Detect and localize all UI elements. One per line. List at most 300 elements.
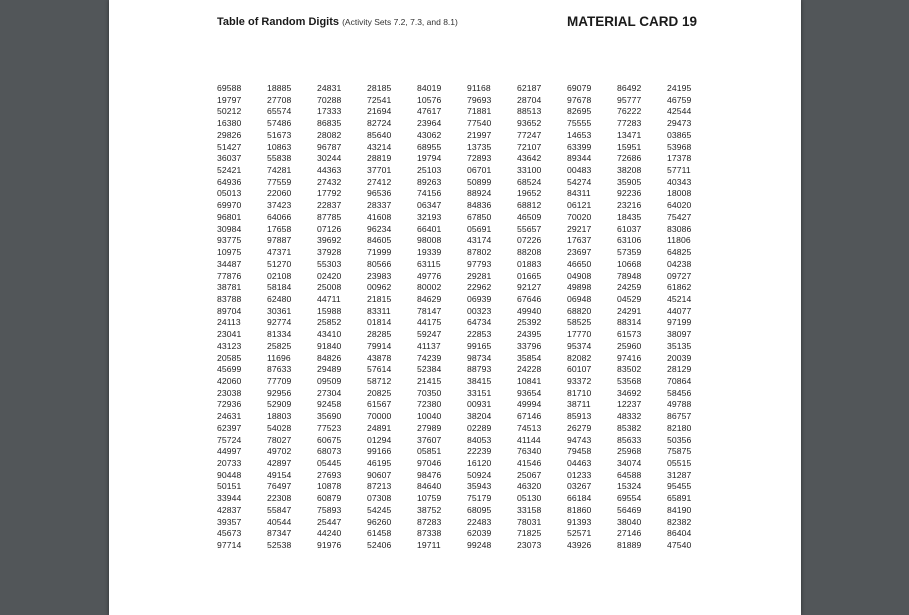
- digit-cell: 04238: [667, 258, 692, 269]
- digit-cell: 70864: [667, 375, 692, 386]
- digit-cell: 24228: [517, 364, 542, 375]
- digit-cell: 85633: [617, 434, 642, 445]
- digit-cell: 41546: [517, 458, 542, 468]
- digit-cell: 44711: [317, 293, 341, 304]
- digit-cell: 44363: [317, 165, 342, 176]
- digit-cell: 87213: [367, 481, 392, 492]
- digit-cell: 05130: [517, 493, 542, 504]
- digit-cell: 92236: [617, 188, 642, 199]
- table-row: [217, 423, 697, 435]
- digit-cell: 96787: [317, 141, 342, 152]
- table-row: [217, 282, 697, 294]
- title-subtitle: (Activity Sets 7.2, 7.3, and 8.1): [342, 17, 458, 27]
- digit-cell: 05851: [417, 446, 442, 457]
- table-row: [217, 294, 697, 306]
- digit-cell: 43878: [367, 352, 392, 363]
- digit-cell: 53568: [617, 375, 642, 386]
- digit-cell: 86492: [617, 83, 642, 93]
- digit-cell: 10863: [267, 141, 292, 152]
- digit-cell: 51673: [267, 129, 292, 140]
- digit-cell: 29489: [317, 364, 342, 375]
- digit-cell: 47371: [267, 247, 292, 258]
- digit-cell: 01294: [367, 434, 392, 445]
- digit-cell: 05515: [667, 458, 692, 468]
- digit-cell: 46509: [517, 211, 542, 222]
- digit-cell: 25008: [317, 282, 342, 293]
- digit-cell: 57486: [267, 118, 292, 129]
- digit-cell: 33100: [517, 165, 542, 176]
- digit-cell: 17333: [317, 106, 342, 117]
- digit-cell: 34074: [617, 458, 642, 468]
- table-row: [217, 528, 697, 540]
- table-row: [217, 411, 697, 423]
- digit-cell: 89344: [567, 153, 592, 164]
- digit-cell: 43062: [417, 129, 442, 140]
- digit-cell: 07226: [517, 235, 542, 246]
- digit-cell: 55847: [267, 504, 292, 515]
- digit-cell: 18885: [267, 83, 292, 93]
- digit-cell: 99248: [467, 540, 492, 551]
- digit-cell: 52384: [417, 364, 442, 375]
- digit-cell: 49776: [417, 270, 442, 281]
- digit-cell: 23697: [567, 247, 592, 258]
- digit-cell: 35943: [467, 481, 492, 492]
- digit-cell: 51427: [217, 141, 242, 152]
- digit-cell: 04463: [567, 458, 592, 468]
- digit-cell: 67146: [517, 411, 542, 422]
- digit-cell: 42897: [267, 458, 292, 468]
- digit-cell: 82695: [567, 106, 592, 117]
- digit-cell: 52571: [567, 528, 592, 539]
- digit-cell: 68812: [517, 200, 542, 211]
- digit-cell: 49788: [667, 399, 692, 410]
- digit-cell: 98476: [417, 469, 442, 480]
- digit-cell: 22239: [467, 446, 492, 457]
- digit-cell: 37423: [267, 200, 292, 211]
- table-row: [217, 540, 697, 552]
- digit-cell: 06347: [417, 200, 442, 211]
- digit-cell: 25825: [267, 340, 292, 351]
- digit-cell: 10841: [517, 375, 542, 386]
- digit-cell: 22962: [467, 282, 492, 293]
- digit-cell: 25067: [517, 469, 542, 480]
- digit-cell: 84640: [417, 481, 442, 492]
- digit-cell: 76340: [517, 446, 542, 457]
- digit-cell: 48332: [617, 411, 642, 422]
- digit-cell: 17658: [267, 223, 292, 234]
- digit-cell: 02108: [267, 270, 292, 281]
- digit-cell: 97887: [267, 235, 292, 246]
- table-row: [217, 247, 697, 259]
- digit-cell: 38711: [567, 399, 591, 410]
- digit-cell: 66401: [417, 223, 442, 234]
- digit-cell: 33796: [517, 340, 542, 351]
- digit-cell: 29217: [567, 223, 592, 234]
- digit-cell: 21694: [367, 106, 392, 117]
- digit-cell: 02420: [317, 270, 342, 281]
- digit-cell: 70020: [567, 211, 592, 222]
- digit-cell: 70350: [417, 387, 442, 398]
- digit-cell: 00483: [567, 165, 592, 176]
- table-row: [217, 458, 697, 470]
- title-text: Table of Random Digits: [217, 16, 340, 28]
- digit-cell: 05445: [317, 458, 342, 468]
- digit-cell: 88314: [617, 317, 642, 328]
- digit-cell: 77247: [517, 129, 542, 140]
- digit-cell: 41608: [367, 211, 392, 222]
- digit-cell: 23041: [217, 329, 242, 340]
- digit-cell: 19797: [217, 94, 242, 105]
- digit-cell: 92127: [517, 282, 542, 293]
- digit-cell: 71881: [467, 106, 492, 117]
- digit-cell: 57359: [617, 247, 642, 258]
- material-card-label: MATERIAL CARD 19: [566, 14, 697, 29]
- digit-cell: 89263: [417, 176, 442, 187]
- digit-cell: 10668: [617, 258, 642, 269]
- digit-cell: 81860: [567, 504, 592, 515]
- digit-cell: 70000: [367, 411, 392, 422]
- digit-cell: 28337: [367, 200, 392, 211]
- digit-cell: 50924: [467, 469, 492, 480]
- digit-cell: 58712: [367, 375, 392, 386]
- digit-cell: 82382: [667, 516, 692, 527]
- digit-cell: 23964: [417, 118, 442, 129]
- digit-cell: 23073: [517, 540, 542, 551]
- table-row: [217, 470, 697, 482]
- digit-cell: 57711: [667, 165, 691, 176]
- digit-cell: 68820: [567, 305, 592, 316]
- digit-cell: 90607: [367, 469, 392, 480]
- digit-cell: 22060: [267, 188, 292, 199]
- digit-cell: 62039: [467, 528, 492, 539]
- table-row: [217, 481, 697, 493]
- digit-cell: 76497: [267, 481, 292, 492]
- digit-cell: 61458: [367, 528, 392, 539]
- digit-cell: 00931: [467, 399, 492, 410]
- digit-cell: 45673: [217, 528, 242, 539]
- digit-cell: 01665: [517, 270, 542, 281]
- digit-cell: 69079: [567, 83, 592, 93]
- digit-cell: 10759: [417, 493, 442, 504]
- digit-cell: 15951: [617, 141, 642, 152]
- digit-cell: 97199: [667, 317, 692, 328]
- digit-cell: 96260: [367, 516, 392, 527]
- digit-cell: 23038: [217, 387, 242, 398]
- digit-cell: 74239: [417, 352, 442, 363]
- table-row: [217, 165, 697, 177]
- table-row: [217, 106, 697, 118]
- digit-cell: 03865: [667, 129, 692, 140]
- digit-cell: 60675: [317, 434, 342, 445]
- digit-cell: 22853: [467, 329, 492, 340]
- digit-cell: 25852: [317, 317, 342, 328]
- digit-cell: 24291: [617, 305, 642, 316]
- digit-cell: 18435: [617, 211, 642, 222]
- digit-cell: 04908: [567, 270, 592, 281]
- digit-cell: 83311: [367, 305, 391, 316]
- table-row: [217, 95, 697, 107]
- digit-cell: 79458: [567, 446, 592, 457]
- digit-cell: 38752: [417, 504, 442, 515]
- digit-cell: 25447: [317, 516, 342, 527]
- digit-cell: 72541: [367, 94, 392, 105]
- digit-cell: 35690: [317, 411, 342, 422]
- digit-cell: 38204: [467, 411, 492, 422]
- table-row: [217, 188, 697, 200]
- digit-cell: 71825: [517, 528, 542, 539]
- digit-cell: 25392: [517, 317, 542, 328]
- digit-cell: 72893: [467, 153, 492, 164]
- digit-cell: 62480: [267, 293, 292, 304]
- digit-cell: 89704: [217, 305, 242, 316]
- digit-cell: 28082: [317, 129, 342, 140]
- digit-cell: 96234: [367, 223, 392, 234]
- digit-cell: 64825: [667, 247, 692, 258]
- digit-cell: 42060: [217, 375, 242, 386]
- digit-cell: 46320: [517, 481, 542, 492]
- digit-cell: 11696: [267, 352, 291, 363]
- digit-cell: 43174: [467, 235, 492, 246]
- digit-cell: 68524: [517, 176, 542, 187]
- digit-cell: 38097: [667, 329, 692, 340]
- digit-cell: 22837: [317, 200, 342, 211]
- digit-cell: 64020: [667, 200, 692, 211]
- digit-cell: 17637: [567, 235, 592, 246]
- digit-cell: 21815: [367, 293, 392, 304]
- digit-cell: 44240: [317, 528, 342, 539]
- table-row: [217, 200, 697, 212]
- digit-cell: 87283: [417, 516, 442, 527]
- digit-cell: 10878: [317, 481, 342, 492]
- digit-cell: 61567: [367, 399, 392, 410]
- digit-cell: 81334: [267, 329, 292, 340]
- digit-cell: 97678: [567, 94, 592, 105]
- random-digits-table: [217, 83, 697, 552]
- digit-cell: 60107: [567, 364, 592, 375]
- digit-cell: 95455: [667, 481, 692, 492]
- digit-cell: 24395: [517, 329, 542, 340]
- digit-cell: 01814: [367, 317, 392, 328]
- table-row: [217, 235, 697, 247]
- digit-cell: 13471: [617, 129, 642, 140]
- digit-cell: 95777: [617, 94, 642, 105]
- digit-cell: 10040: [417, 411, 442, 422]
- digit-cell: 54245: [367, 504, 392, 515]
- digit-cell: 98734: [467, 352, 492, 363]
- digit-cell: 80002: [417, 282, 442, 293]
- digit-cell: 52538: [267, 540, 292, 551]
- digit-cell: 27989: [417, 422, 442, 433]
- digit-cell: 61573: [617, 329, 642, 340]
- digit-cell: 17770: [567, 329, 592, 340]
- digit-cell: 44077: [667, 305, 692, 316]
- digit-cell: 27693: [317, 469, 342, 480]
- digit-cell: 19652: [517, 188, 542, 199]
- table-row: [217, 493, 697, 505]
- digit-cell: 97416: [617, 352, 642, 363]
- digit-cell: 69588: [217, 83, 242, 93]
- digit-cell: 61862: [667, 282, 692, 293]
- table-row: [217, 212, 697, 224]
- digit-cell: 49898: [567, 282, 592, 293]
- digit-cell: 94743: [567, 434, 592, 445]
- digit-cell: 27412: [367, 176, 392, 187]
- digit-cell: 19339: [417, 247, 442, 258]
- digit-cell: 51270: [267, 258, 292, 269]
- digit-cell: 77523: [317, 422, 342, 433]
- table-row: [217, 177, 697, 189]
- digit-cell: 88513: [517, 106, 542, 117]
- digit-cell: 50356: [667, 434, 692, 445]
- digit-cell: 97793: [467, 258, 492, 269]
- digit-cell: 27708: [267, 94, 292, 105]
- table-row: [217, 306, 697, 318]
- digit-cell: 44997: [217, 446, 242, 457]
- digit-cell: 50212: [217, 106, 242, 117]
- digit-cell: 27146: [617, 528, 642, 539]
- table-row: [217, 329, 697, 341]
- digit-cell: 42544: [667, 106, 692, 117]
- table-row: [217, 364, 697, 376]
- digit-cell: 06701: [467, 165, 492, 176]
- digit-cell: 47540: [667, 540, 692, 551]
- digit-cell: 87802: [467, 247, 492, 258]
- digit-cell: 52909: [267, 399, 292, 410]
- digit-cell: 27432: [317, 176, 342, 187]
- digit-cell: 98008: [417, 235, 442, 246]
- digit-cell: 96801: [217, 211, 242, 222]
- digit-cell: 40343: [667, 176, 692, 187]
- digit-cell: 45214: [667, 293, 692, 304]
- digit-cell: 25103: [417, 165, 442, 176]
- digit-cell: 83086: [667, 223, 692, 234]
- digit-cell: 24113: [217, 317, 241, 328]
- digit-cell: 80566: [367, 258, 392, 269]
- digit-cell: 14653: [567, 129, 592, 140]
- digit-cell: 96536: [367, 188, 392, 199]
- digit-cell: 59247: [417, 329, 442, 340]
- digit-cell: 63399: [567, 141, 592, 152]
- digit-cell: 31287: [667, 469, 692, 480]
- digit-cell: 29826: [217, 129, 242, 140]
- digit-cell: 24631: [217, 411, 242, 422]
- digit-cell: 24891: [367, 422, 392, 433]
- digit-cell: 91976: [317, 540, 342, 551]
- digit-cell: 88793: [467, 364, 492, 375]
- digit-cell: 55657: [517, 223, 542, 234]
- digit-cell: 93654: [517, 387, 542, 398]
- digit-cell: 49154: [267, 469, 292, 480]
- digit-cell: 33151: [467, 387, 492, 398]
- digit-cell: 85382: [617, 422, 642, 433]
- digit-cell: 84826: [317, 352, 342, 363]
- digit-cell: 87785: [317, 211, 342, 222]
- digit-cell: 20585: [217, 352, 242, 363]
- digit-cell: 20825: [367, 387, 392, 398]
- digit-cell: 72107: [517, 141, 542, 152]
- digit-cell: 74513: [517, 422, 542, 433]
- digit-cell: 64588: [617, 469, 642, 480]
- digit-cell: 28129: [667, 364, 692, 375]
- table-row: [217, 505, 697, 517]
- digit-cell: 57614: [367, 364, 392, 375]
- digit-cell: 03267: [567, 481, 592, 492]
- digit-cell: 87633: [267, 364, 292, 375]
- digit-cell: 34692: [617, 387, 642, 398]
- digit-cell: 75555: [567, 118, 592, 129]
- digit-cell: 65574: [267, 106, 292, 117]
- digit-cell: 35905: [617, 176, 642, 187]
- digit-cell: 84836: [467, 200, 492, 211]
- table-row: [217, 153, 697, 165]
- table-row: [217, 271, 697, 283]
- digit-cell: 33158: [517, 504, 542, 515]
- table-row: [217, 317, 697, 329]
- digit-cell: 29473: [667, 118, 692, 129]
- digit-cell: 02289: [467, 422, 492, 433]
- digit-cell: 25960: [617, 340, 642, 351]
- digit-cell: 56469: [617, 504, 642, 515]
- digit-cell: 11806: [667, 235, 691, 246]
- digit-cell: 17792: [317, 188, 342, 199]
- digit-cell: 06939: [467, 293, 492, 304]
- digit-cell: 28704: [517, 94, 542, 105]
- digit-cell: 00962: [367, 282, 392, 293]
- digit-cell: 86835: [317, 118, 342, 129]
- digit-cell: 91393: [567, 516, 592, 527]
- digit-cell: 91168: [467, 83, 491, 93]
- digit-cell: 29281: [467, 270, 492, 281]
- digit-cell: 35135: [667, 340, 692, 351]
- digit-cell: 01233: [567, 469, 592, 480]
- digit-cell: 62187: [517, 83, 542, 93]
- digit-cell: 85640: [367, 129, 392, 140]
- digit-cell: 52421: [217, 165, 242, 176]
- digit-cell: 64066: [267, 211, 292, 222]
- digit-cell: 93652: [517, 118, 542, 129]
- digit-cell: 61037: [617, 223, 642, 234]
- digit-cell: 74281: [267, 165, 292, 176]
- digit-cell: 55838: [267, 153, 292, 164]
- digit-cell: 20039: [667, 352, 692, 363]
- digit-cell: 86757: [667, 411, 692, 422]
- digit-cell: 16380: [217, 118, 242, 129]
- digit-cell: 13735: [467, 141, 492, 152]
- digit-cell: 84311: [567, 188, 591, 199]
- random-digits-body: [217, 83, 697, 552]
- table-row: [217, 130, 697, 142]
- digit-cell: 30984: [217, 223, 242, 234]
- digit-cell: 50899: [467, 176, 492, 187]
- digit-cell: 43410: [317, 329, 342, 340]
- digit-cell: 82180: [667, 422, 692, 433]
- digit-cell: 41144: [517, 434, 541, 445]
- digit-cell: 49994: [517, 399, 542, 410]
- digit-cell: 77283: [617, 118, 642, 129]
- digit-cell: 38208: [617, 165, 642, 176]
- digit-cell: 20733: [217, 458, 242, 468]
- digit-cell: 78031: [517, 516, 542, 527]
- digit-cell: 49702: [267, 446, 292, 457]
- digit-cell: 28819: [367, 153, 392, 164]
- digit-cell: 92774: [267, 317, 292, 328]
- table-row: [217, 399, 697, 411]
- table-row: [217, 446, 697, 458]
- digit-cell: 55303: [317, 258, 342, 269]
- table-row: [217, 388, 697, 400]
- digit-cell: 46759: [667, 94, 692, 105]
- digit-cell: 43214: [367, 141, 392, 152]
